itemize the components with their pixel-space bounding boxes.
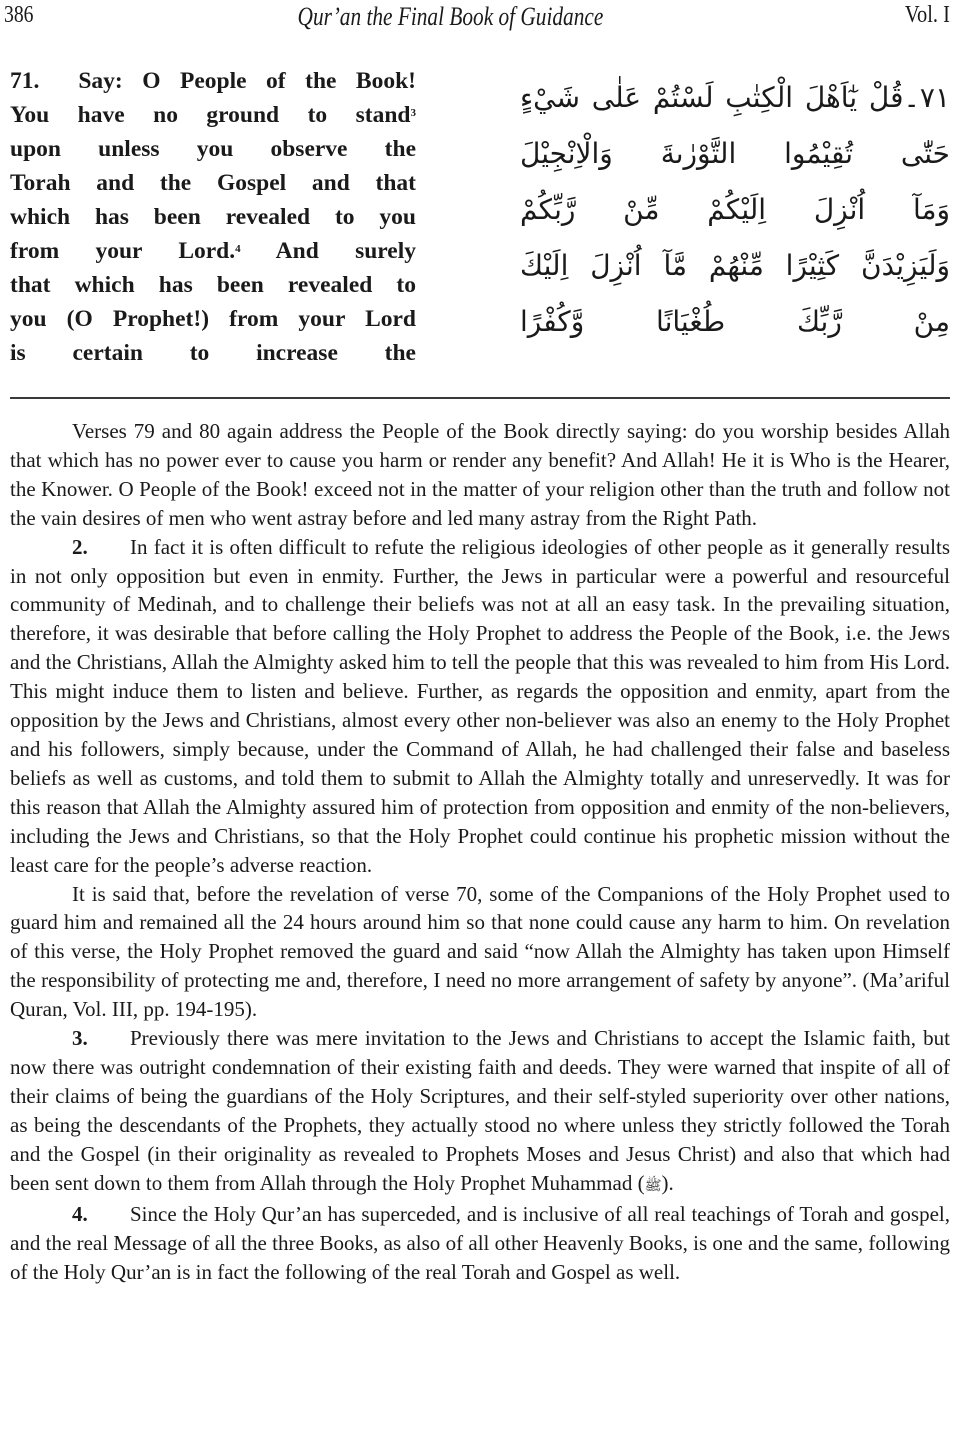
salutation-symbol: ﷺ [644, 1177, 662, 1194]
page-header [0, 0, 960, 40]
arabic-line: ٧١۔قُلْ يٰٓاَهْلَ الْكِتٰبِ لَسْتُمْ عَلٰى شَيْءٍ [520, 81, 950, 114]
commentary-paragraph: 4. Since the Holy Qur’an has superceded, and is inclusive of all real teachings of Torah and gospel, and the real Message of all the three Books, as also of all other Heavenly Books, is one and the same, following of the Holy Qur’an is in fact the following of the real Torah and Gospel as well. [10, 1202, 950, 1285]
note-number: 2. [72, 534, 88, 559]
footnote-marker: 3 [410, 107, 416, 119]
verse-line: is certain to increase the [10, 340, 416, 366]
verse-number: 71. [10, 68, 40, 94]
commentary [10, 417, 950, 1287]
arabic-line: وَمَآ اُنْزِلَ اِلَيْكُمْ مِّنْ رَّبِّكُمْ [520, 193, 950, 226]
arabic-line: حَتّٰى تُقِيْمُوا التَّوْرٰىةَ وَالْاِنْجِيْلَ [520, 137, 950, 170]
verse-block [10, 64, 960, 384]
verse-line: upon unless you observe the [10, 136, 416, 162]
commentary-paragraph: It is said that, before the revelation of verse 70, some of the Companions of the Holy Prophet used to guard him and remained all the 24 hours around him so that none could cause any harm to him. On revelation of this verse, the Holy Prophet removed the guard and said “now Allah the Almighty has taken upon Himself the responsibility of protecting me and, therefore, I need no more arrangement of safety by anyone”. (Ma’ariful Quran, Vol. III, pp. 194-195). [10, 881, 950, 1022]
page-number: 386 [4, 2, 34, 28]
commentary-paragraph: 2. In fact it is often difficult to refute the religious ideologies of other people as it generally results in not only opposition but even in enmity. Further, the Jews in particular were a powerful and resourceful community of Medinah, and to challenge their beliefs was not at all an easy task. In the prevailing situation, therefore, it was desirable that before calling the Holy Prophet to address the People of the Book, i.e. the Jews and the Christians, Allah the Almighty asked him to tell the people that this was revealed to him from His Lord. This might induce them to listen and believe. Further, as regards the opposition and enmity, apart from the opposition by the Jews and Christians, almost every other non-believer was also an enemy to the Holy Prophet and his followers, simply because, under the Command of Allah, he had challenged their false and baseless beliefs as well as customs, and told them to submit to Allah the Almighty totally and unreservedly. It was for this reason that Allah the Almighty assured him of protection from opposition and enmity of the non-believers, including the Jews and Christians, so that the Holy Prophet could continue his prophetic mission without the least care for the people’s adverse reaction. [10, 534, 950, 877]
footnote-marker: 4 [235, 243, 241, 255]
verse-translation [10, 64, 416, 370]
commentary-paragraph: Verses 79 and 80 again address the People of the Book directly saying: do you worship besides Allah that which has no power ever to cause you harm or render any benefit? And Allah! He it is Who is the Hearer, the Knower. O People of the Book! exceed not in the matter of your religion other than the truth and follow not the vain desires of men who went astray before and led many astray from the Right Path. [10, 419, 950, 530]
volume-label: Vol. I [905, 2, 950, 28]
note-number: 4. [72, 1202, 88, 1227]
verse-line: that which has been revealed to [10, 272, 416, 298]
verse-line: 71. Say: O People of the Book! [10, 68, 417, 94]
verse-line: you (O Prophet!) from your Lord [10, 306, 416, 332]
verse-line: You have no ground to stand$^3$ [10, 102, 416, 128]
verse-line: Torah and the Gospel and that [10, 170, 416, 196]
verse-arabic [520, 70, 950, 350]
arabic-line: وَلَيَزِيْدَنَّ كَثِيْرًا مِّنْهُمْ مَّآ اُنْزِلَ اِلَيْكَ [520, 249, 950, 282]
arabic-line: مِنْ رَّبِّكَ طُغْيَانًا وَّكُفْرًا [520, 305, 950, 338]
verse-line: from your Lord.$^4$ And surely [10, 238, 416, 264]
separator-rule [10, 397, 950, 399]
running-title: Qur’an the Final Book of Guidance [297, 2, 603, 31]
note-number: 3. [72, 1026, 88, 1051]
verse-line: which has been revealed to you [10, 204, 416, 230]
commentary-paragraph: 3. Previously there was mere invitation to the Jews and Christians to accept the Islamic faith, but now there was outright condemnation of their existing faith and deeds. They were warned that inspite of all of their claims of being the guardians of the Holy Scriptures, and their self-styled superiority over other nations, as being the descendants of the Prophets, they actually stood no where unless they strictly followed the Torah and the Gospel (in their originality as revealed to Prophets Moses and Jesus Christ) and also that which had been sent down to them from Allah through the Holy Prophet Muhammad (ﷺ). [10, 1026, 950, 1195]
